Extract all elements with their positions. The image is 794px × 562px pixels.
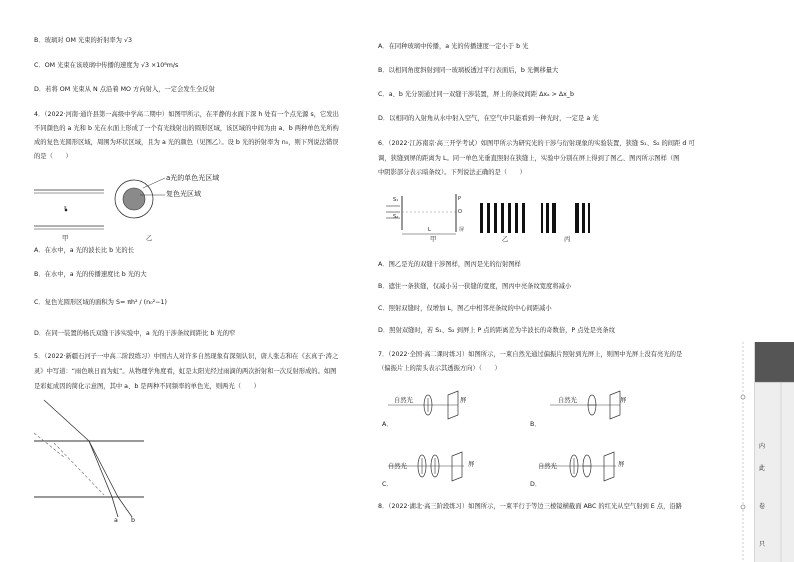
q4-text-line3: 成的复色光圆形区域，周围为环状区域，且为 a 光的颜色（见图乙）。设 b 光的折射率为 n₀，则下列说法错误 [34,139,339,146]
r-option-d: D．以相同的入射角从水中射入空气，在空气中只能看到一种光时，一定是 a 光 [378,115,599,122]
pattern-yi [478,203,530,233]
q7-d-natural-light: 自然光 [538,463,557,470]
q7-b-screen: 屏 [620,397,627,404]
legend-mixed-region: 复色光区域 [166,190,201,198]
q4-text-line2: 不同颜色的 a 光和 b 光在水面上形成了一个有光线射出的圆形区域，该区域的中间为由 a、b 两种单色光所构 [34,125,339,132]
pattern-bing [540,203,592,233]
q7-d-screen: 屏 [618,461,625,468]
label-o: O [458,209,462,215]
q8-text-line1: 8．（2022·湖北·高三阶段练习）如图所示，一束平行于等边三棱镜横截面 ABC 的红光从空气射到 E 点，沿路 [378,503,682,510]
q7-d-diagram [540,447,630,485]
option-c-line: C．OM 光束在该玻璃中传播的速度为 √3 ×10⁸m/s [34,62,179,69]
q5-text-line3: 是彩虹成因的简化示意图，其中 a、b 是两种不同频率的单色光，则两光（ ） [34,383,260,390]
q6-text-line1: 6．（2022·江苏南京·高三开学考试）如图甲所示为研究光的干涉与衍射现象的实验装置，狭缝 S₁、S₂ 的间距 d 可 [378,140,695,147]
q4-option-d: D．在同一装置的杨氏双缝干涉实验中，a 光的干涉条纹间距比 b 光的窄 [34,330,236,337]
q7-opt-d-label: D． [530,481,542,488]
q7-c-natural-light: 自然光 [388,463,407,470]
binding-char-3: 卷 [759,503,766,510]
label-yi: 乙 [502,236,509,243]
ray-a-label: a [114,517,118,524]
q6-option-c: C．照射双缝时，仅增加 L，图乙中相邻亮条纹的中心间距减小 [378,305,552,312]
source-label: s [64,205,67,211]
q7-c-diagram [388,447,478,485]
q7-text-line2: （偏振片上的箭头表示其透振方向）（ ） [378,365,501,372]
binding-char-4: 只 [759,541,766,548]
q6-text-line2: 调，狭缝到屏的距离为 L。同一单色光垂直照射在狭缝上，实验中分别在屏上得到了图乙、图丙所示图样（图 [378,155,680,162]
option-d-line: D．若将 OM 光束从 N 点沿着 MO 方向射入，一定会发生全反射 [34,86,215,93]
legend-a-region: a光的单色光区域 [166,174,220,182]
binding-char-1: 内 [759,443,766,450]
label-bing: 丙 [564,236,571,243]
figure-q5-rainbow [34,395,164,525]
q4-text-line1: 4．（2022·河南·通许县第一高级中学高二期中）如图甲所示，在平静的水面下深 h 处有一个点光源 s，它发出 [34,111,339,118]
q5-text-line2: 灵》中写道：“雨色映日而为虹”。从物理学角度看，虹是太阳光经过雨滴的两次折射和一次反射形成的。如图 [34,368,337,375]
q6-option-b: B．遮住一条狭缝，仅减小另一狭缝的宽度，图丙中亮条纹宽度将减小 [378,283,572,290]
ray-b-label: b [131,517,135,524]
label-s2: S₂ [393,214,399,220]
figure-label-yi: 乙 [146,235,153,242]
binding-strip [733,342,794,562]
r-option-c: C．a、b 光分别通过同一双缝干涉装置，屏上的条纹间距 Δxₐ > Δx_b [378,91,575,98]
q7-a-screen: 屏 [460,397,467,404]
q6-text-line3: 中阴影部分表示暗条纹）。下列说法正确的是（ ） [378,169,526,176]
label-screen: 屏 [459,227,465,233]
q4-option-c: C．复色光圆形区域的面积为 S= πh² / (n₀²−1) [34,299,167,306]
figure-q4-yi [113,178,155,220]
q7-a-natural-light: 自然光 [394,397,413,404]
label-L: L [428,227,431,233]
q7-opt-a-label: A． [382,421,393,428]
figure-label-jia: 甲 [62,235,69,242]
q5-text-line1: 5．（2022·新疆石河子一中高二阶段练习）中国古人对许多自然现象有深刻认识，唐人张志和在《玄真子·涛之 [34,353,339,360]
q7-a-diagram [388,387,473,423]
q7-text-line1: 7．（2022·全国·高二课时练习）如图所示，一束自然光通过偏振片照射到光屏上，则图中光屏上没有亮光的是 [378,351,683,358]
r-option-b: B．以相同角度斜射到同一玻璃板透过平行表面后，b 光侧移量大 [378,67,559,74]
figure-q4-jia [34,176,104,232]
label-s1: S₁ [393,197,399,203]
label-p: P [458,196,462,202]
q7-opt-b-label: B． [530,421,541,428]
r-option-a: A．在同种玻璃中传播，a 光的传播速度一定小于 b 光 [378,43,529,50]
binding-char-2: 此 [759,465,766,472]
q7-b-diagram [550,387,635,423]
q6-option-d: D．照射双缝时，若 S₁、S₂ 到屏上 P 点的距离差为半波长的奇数倍，P 点处是亮条纹 [378,327,615,334]
label-jia: 甲 [430,236,437,243]
figure-q6-apparatus [380,190,460,240]
q7-opt-c-label: C． [382,481,393,488]
q4-text-line4: 的是（ ） [34,153,72,160]
q7-b-natural-light: 自然光 [558,397,577,404]
q4-option-a: A．在水中，a 光的波长比 b 光的长 [34,247,135,254]
q6-option-a: A．图乙是光的双缝干涉图样，图丙是光的衍射图样 [378,261,521,268]
option-b-line: B．玻璃对 OM 光束的折射率为 √3 [34,37,132,44]
q7-c-screen: 屏 [468,461,475,468]
q4-option-b: B．在水中，a 光的传播速度比 b 光的大 [34,271,147,278]
